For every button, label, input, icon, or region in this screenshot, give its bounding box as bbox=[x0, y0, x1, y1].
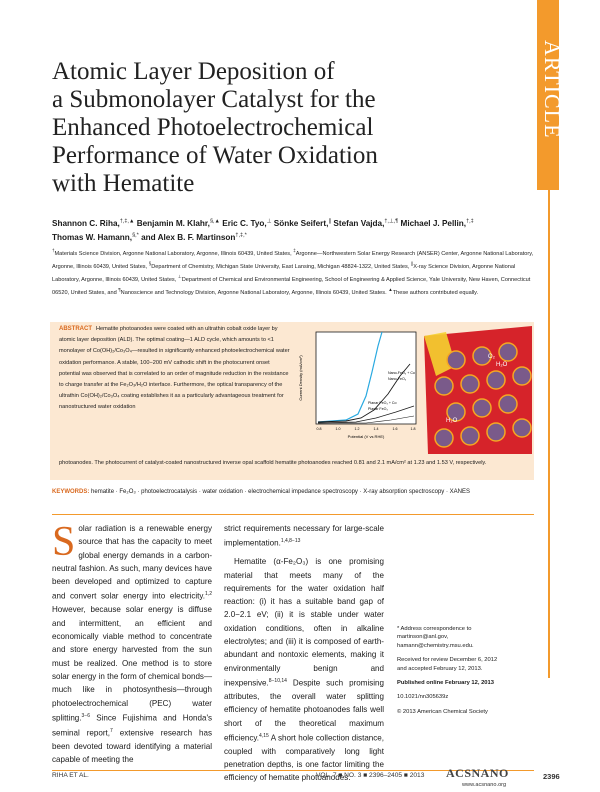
title-line: Atomic Layer Deposition of bbox=[52, 58, 335, 85]
published-note: Published online February 12, 2013 bbox=[397, 680, 494, 687]
keywords-rule bbox=[52, 514, 534, 515]
affiliation: Nanoscience and Technology Division, Argonne National Laboratory, Argonne, Illinois 60439, United States. bbox=[120, 290, 387, 297]
pore bbox=[513, 419, 531, 437]
pore bbox=[473, 399, 491, 417]
author-list bbox=[52, 215, 532, 244]
toc-xlabel: Potential (V vs RHE) bbox=[347, 434, 385, 439]
body-text: Since Fujishima and Honda's seminal report, bbox=[52, 713, 212, 738]
toc-ylabel: Current Density (mA/cm²) bbox=[298, 355, 303, 401]
journal-logo: ACSNANO bbox=[446, 766, 509, 780]
author: Thomas W. Hamann,§,* bbox=[52, 232, 139, 243]
footer-authors: RIHA ET AL. bbox=[52, 772, 89, 779]
affiliation: Argonne—Northwestern Solar Energy Research (ANSER) Center, Argonne National Laboratory, Argonne, Illinois 60439, United States, bbox=[52, 250, 534, 270]
pore bbox=[487, 371, 505, 389]
legend-low-2: Planar FeO₃ bbox=[368, 407, 388, 411]
pore bbox=[435, 429, 453, 447]
body-text: extensive research has been devoted toward identifying a material capable of meeting the bbox=[52, 728, 212, 765]
abstract-label: ABSTRACT bbox=[59, 326, 92, 332]
affiliation: Department of Chemistry, Michigan State University, East Lansing, Michigan 48824-1322, United States, bbox=[151, 263, 410, 270]
abstract-body: Hematite photoanodes were coated with an ultrathin cobalt oxide layer by atomic layer deposition (ALD). The optimal coating—1 ALD cycle, which amounts to <1 monolayer of Co(OH)₂/Co₃O₄—resulted in significantly enhanced photoelectrochemical water oxidation performance. A stable, 100−200 mV cathodic shift in the photocurrent onset potential was observed that is correlated to an order of magnitude reduction in the resistance to charge transfer at the Fe₂O₃/H₂O interface. Furthermore, the optical transparency of the ultrathin Co(OH)₂/Co₃O₄ coating establishes it as a particularly advantageous treatment for nanostructured water oxidation bbox=[59, 326, 290, 411]
x-tick-label: 1.8 bbox=[410, 427, 416, 431]
pore bbox=[499, 395, 517, 413]
citation: 1,2 bbox=[205, 591, 212, 598]
abstract-text-continued: photoanodes. The photocurrent of catalyst-coated nanostructured inverse opal scaffold hematite photoanodes reached 0.81 and 2.1 mA/cm² at 1.23 and 1.53 V, respectively. bbox=[59, 460, 487, 466]
citation: 4,15 bbox=[259, 732, 269, 739]
pore bbox=[487, 423, 505, 441]
side-rule bbox=[548, 190, 550, 678]
author: Sönke Seifert,∥ bbox=[273, 218, 332, 228]
affiliations: †Materials Science Division, Argonne National Laboratory, Argonne, Illinois 60439, United States, ‡Argonne—Northwestern Solar Energy Research (ANSER) Center, Argonne National Laboratory, Argonne, Illinois 60439, United States, §Department of Chemistry, Michigan State University, East Lansing, Michigan 48824-1322, United States, ∥X-ray Science Division, Argonne National Laboratory, Argonne, Illinois 60439, United States, ⊥Department of Chemical and Environmental Engineering, School of Engineering & Applied Science, Yale University, New Haven, Connecticut 06520, United States, and ¶Nanoscience and Technology Division, Argonne National Laboratory, Argonne, Illinois 60439, United States. ▲These authors contributed equally. bbox=[52, 248, 534, 297]
citation: 8−10,14 bbox=[268, 677, 287, 684]
label-o2: O₂ bbox=[488, 354, 495, 360]
author: Benjamin M. Klahr,§,▲ bbox=[136, 218, 220, 228]
author: Shannon C. Riha,†,‡,▲ bbox=[52, 218, 135, 228]
title-line: a Submonolayer Catalyst for the bbox=[52, 86, 376, 113]
pore bbox=[499, 343, 517, 361]
pore bbox=[461, 375, 479, 393]
drop-cap: S bbox=[52, 519, 76, 565]
keywords-list: hematite · Fe₂O₃ · photoelectrocatalysis · water oxidation · electrochemical impedance spectroscopy · X-ray absorption spectroscopy · XANES bbox=[91, 489, 470, 495]
body-text: However, because solar energy is diffuse and intermittent, an efficient and economically viable method to concentrate and store energy harvested from the sun must be realized. One method is to store solar energy in the form of chemical bonds—much like in photosynthesis—through photoelectrochemical (PEC) water splitting. bbox=[52, 605, 212, 723]
pore bbox=[461, 427, 479, 445]
title-line: Performance of Water Oxidation bbox=[52, 142, 378, 169]
pore bbox=[447, 351, 465, 369]
affiliation: These authors contributed equally. bbox=[392, 290, 479, 297]
title-line: Enhanced Photoelectrochemical bbox=[52, 114, 374, 141]
body-column-1 bbox=[52, 519, 212, 766]
journal-url[interactable]: www.acsnano.org bbox=[462, 782, 507, 788]
citation: 7 bbox=[109, 727, 113, 734]
pore bbox=[435, 377, 453, 395]
title-line: with Hematite bbox=[52, 170, 195, 197]
article-side-tab bbox=[537, 0, 565, 190]
legend-low-1: Planar FeO₃ + Co bbox=[368, 401, 397, 405]
x-tick-label: 1.4 bbox=[373, 427, 379, 431]
x-tick-label: 0.8 bbox=[316, 427, 322, 431]
margin-notes bbox=[397, 625, 537, 722]
x-tick-label: 1.0 bbox=[335, 427, 341, 431]
legend-mid: Nano-FeO₃ bbox=[388, 377, 407, 381]
correspondence-email[interactable]: martinson@anl.gov, bbox=[397, 634, 449, 641]
paper-title bbox=[52, 58, 522, 198]
x-tick-label: 1.2 bbox=[354, 427, 360, 431]
author: Michael J. Pellin,†,‡ bbox=[400, 218, 474, 228]
author: Eric C. Tyo,⊥ bbox=[222, 218, 272, 228]
page-number: 2396 bbox=[543, 772, 560, 781]
label-h2o-top: H₂O bbox=[496, 362, 508, 368]
label-h2o-bottom: H₂O bbox=[446, 418, 458, 424]
body-text: olar radiation is a renewable energy source that has the capacity to meet global energy demands in a carbon-neutral fashion. As such, many devices have been developed and optimized to capture and convert solar energy into electricity. bbox=[52, 524, 212, 602]
keywords-label: KEYWORDS: bbox=[52, 489, 90, 495]
copyright: © 2013 American Chemical Society bbox=[397, 708, 488, 715]
affiliation: Department of Chemical and Environmental Engineering, School of Engineering & Applied Science, Yale University, New Haven, Connecticut 06520, United States, and bbox=[52, 276, 531, 297]
body-text: strict requirements necessary for large-scale implementation. bbox=[224, 524, 384, 548]
citation: 3−6 bbox=[81, 712, 91, 719]
article-tab-label: ARTICLE bbox=[540, 40, 565, 139]
correspondence-email[interactable]: hamann@chemistry.msu.edu. bbox=[397, 642, 474, 649]
author: Stefan Vajda,†,⊥,¶ bbox=[333, 218, 399, 228]
body-paragraph: Hematite (α-Fe₂O₃) is one promising material that meets many of the requirements for the water oxidation half reaction: (i) it has a suitable band gap of 2.0−2.1 eV; (ii) it is stable under water oxidation conditions, often in alkaline electrolytes; and (iii) it is composed of earth-abundant and nontoxic elements, making it environmentally benign and inexpensive.$^{8-10,14}$ Despite such promising attributes, the overall water splitting efficiency of hematite photoanodes falls well short of the theoretical maximum efficiency.$^{4,15}$ A short hole collection distance, coupled with comparatively long light penetration depths, is one factor limiting the efficiency of hematite photoanodes. bbox=[224, 557, 384, 783]
legend-top: Nano-FeO₃ + Co bbox=[388, 371, 415, 375]
received-note: Received for review December 6, 2012 and accepted February 12, 2013. bbox=[397, 657, 498, 672]
author: and Alex B. F. Martinson†,‡,* bbox=[141, 232, 247, 243]
correspondence-note: * Address correspondence to martinson@anl.gov, hamann@chemistry.msu.edu. bbox=[397, 626, 474, 649]
affiliation: X-ray Science Division, Argonne National Laboratory, Argonne, Illinois 60439, United States, bbox=[52, 263, 516, 283]
doi[interactable]: 10.1021/nn305639z bbox=[397, 694, 449, 701]
pore bbox=[513, 367, 531, 385]
footer-volume: VOL. 7 ■ NO. 3 ■ 2396–2405 ■ 2013 bbox=[316, 772, 425, 779]
toc-graphic bbox=[296, 326, 532, 454]
affiliation: Materials Science Division, Argonne National Laboratory, Argonne, Illinois 60439, United States, bbox=[54, 250, 292, 257]
abstract-text bbox=[59, 324, 291, 414]
citation: 1,4,8−13 bbox=[280, 538, 301, 545]
x-tick-label: 1.6 bbox=[392, 427, 398, 431]
body-column-2 bbox=[224, 522, 384, 785]
inverse-opal-illustration bbox=[424, 326, 532, 454]
keywords bbox=[52, 487, 532, 497]
